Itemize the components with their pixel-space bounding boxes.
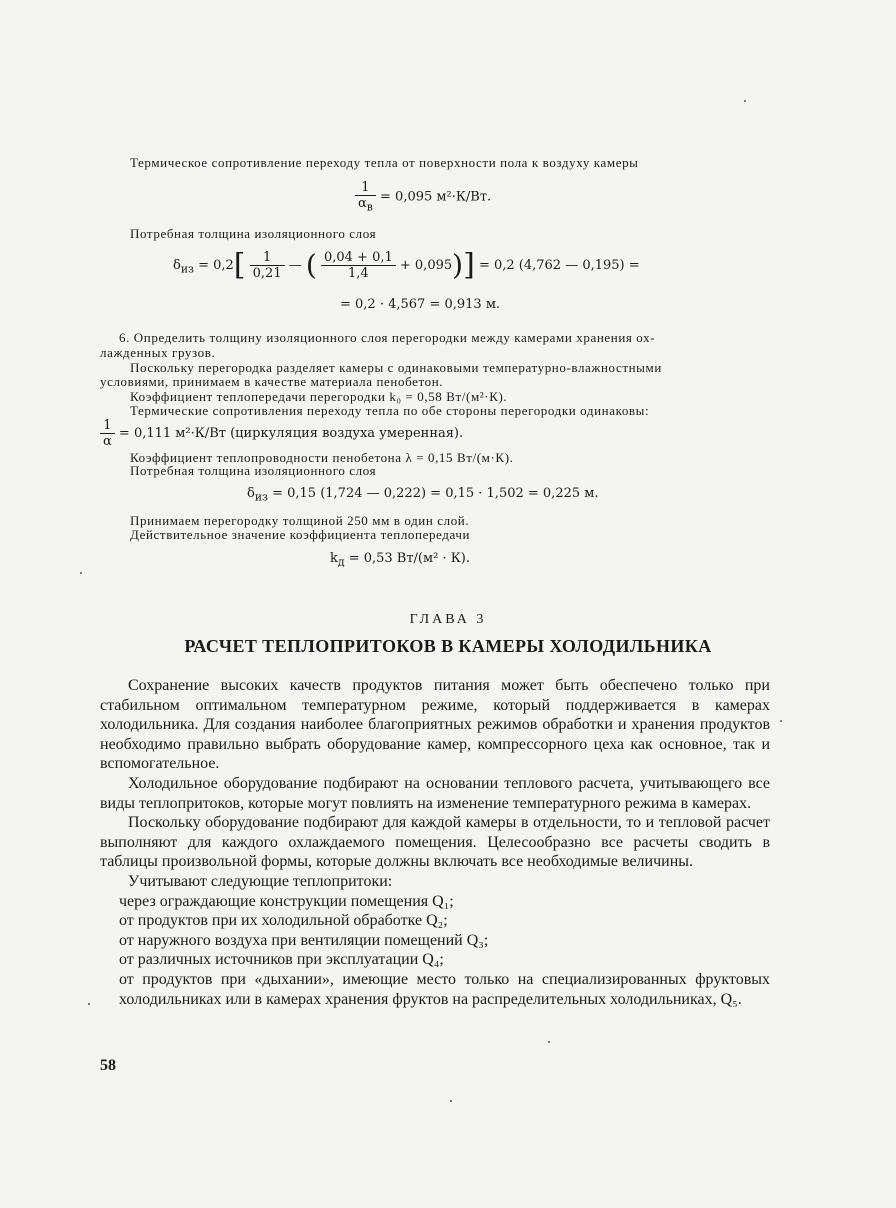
text-line: Принимаем перегородку толщиной 250 мм в один слой.: [130, 513, 470, 528]
paragraph: Поскольку оборудование подбирают для каждой камеры в отдельности, то и тепловой расчет выполняют для каждого охлаждаемого помещения. Целесообразно все расчеты сводить в таблицы произвольной формы, которые должны включать все необходимые величины.: [100, 814, 770, 871]
text-line: 6. Определить толщину изоляционного слоя перегородки между камерами хранения ох-: [119, 330, 656, 345]
speck: [450, 1100, 452, 1102]
equation-2-continued: = 0,2 · 4,567 = 0,913 м.: [340, 297, 501, 312]
text-line: лажденных грузов.: [100, 345, 216, 360]
body-text: [100, 676, 770, 1009]
text-line: Потребная толщина изоляционного слоя: [130, 226, 377, 241]
speck: [548, 1041, 550, 1043]
speck: [80, 572, 82, 574]
text-line: Термическое сопротивление переходу тепла от поверхности пола к воздуху камеры: [130, 155, 639, 170]
chapter-title: РАСЧЕТ ТЕПЛОПРИТОКОВ В КАМЕРЫ ХОЛОДИЛЬНИКА: [184, 636, 712, 656]
speck: [744, 100, 746, 102]
text-line: Действительное значение коэффициента теплопередачи: [130, 527, 471, 542]
text-line: Поскольку перегородка разделяет камеры с одинаковыми температурно-влажностными: [130, 360, 662, 375]
list-item: от продуктов при их холодильной обработке Q₂;: [119, 912, 448, 930]
paragraph: Холодильное оборудование подбирают на основании теплового расчета, учитывающего все виды теплопритоков, которые могут повлиять на изменение температурного режима в камерах.: [100, 774, 770, 812]
equation-3: $\delta_{из} = 0,15$ (1,724 — 0,222) = 0,15 · 1,502 = 0,225 м.: [247, 486, 599, 504]
list-item: от продуктов при «дыхании», имеющие место только на специализированных фруктовых холодильниках или в камерах хранения фруктов на распределительных холодильниках, Q₅.: [119, 970, 770, 1008]
equation-1: $\frac{1}{\alpha_в}$ = 0,095 м²·К/Вт.: [355, 180, 491, 214]
text-line: Термические сопротивления переходу тепла по обе стороны перегородки одинаковы:: [130, 403, 650, 418]
page-number: 58: [100, 1057, 116, 1074]
chapter-label: ГЛАВА 3: [409, 612, 487, 627]
speck: [780, 720, 782, 722]
paragraph: Учитывают следующие теплопритоки:: [128, 872, 393, 890]
speck: [88, 1003, 90, 1005]
paragraph: Сохранение высоких качеств продуктов питания может быть обеспечено только при стабильном оптимальном температурном режиме, который поддерживается в камерах холодильника. Для создания наиболее благоприятных режимов обработки и хранения продуктов необходимо правильно выбрать оборудование камер, компрессорного цеха как основное, так и вспомогательное.: [100, 677, 770, 773]
fraction: $\frac{1}{\alpha_в}$: [355, 180, 376, 214]
text-line: условиями, принимаем в качестве материала пенобетон.: [100, 374, 444, 389]
list-item: через ограждающие конструкции помещения Q₁;: [119, 892, 454, 910]
list-item: от наружного воздуха при вентиляции помещений Q₃;: [119, 931, 489, 949]
text-line: Коэффициент теплопроводности пенобетона λ = 0,15 Вт/(м·К).: [130, 450, 514, 465]
text-line: Коэффициент теплопередачи перегородки k₀ = 0,58 Вт/(м²·К).: [130, 389, 508, 404]
list-item: от различных источников при эксплуатации Q₄;: [119, 951, 444, 969]
equation-resistance: $\frac{1}{\alpha}$ = 0,111 м²·К/Вт (циркуляция воздуха умеренная).: [100, 418, 463, 449]
equation-2: $\delta_{из} = 0,2$[ $\frac{1}{0,21}$ — ( $\frac{0,04 + 0,1}{1,4}$ + 0,095)] = 0,2 (4,762 — 0,195) =: [173, 247, 640, 283]
list: [100, 892, 770, 1010]
equation-4: $k_д = 0,53$ Вт/(м² · К).: [330, 551, 470, 569]
text-line: Потребная толщина изоляционного слоя: [130, 463, 377, 478]
